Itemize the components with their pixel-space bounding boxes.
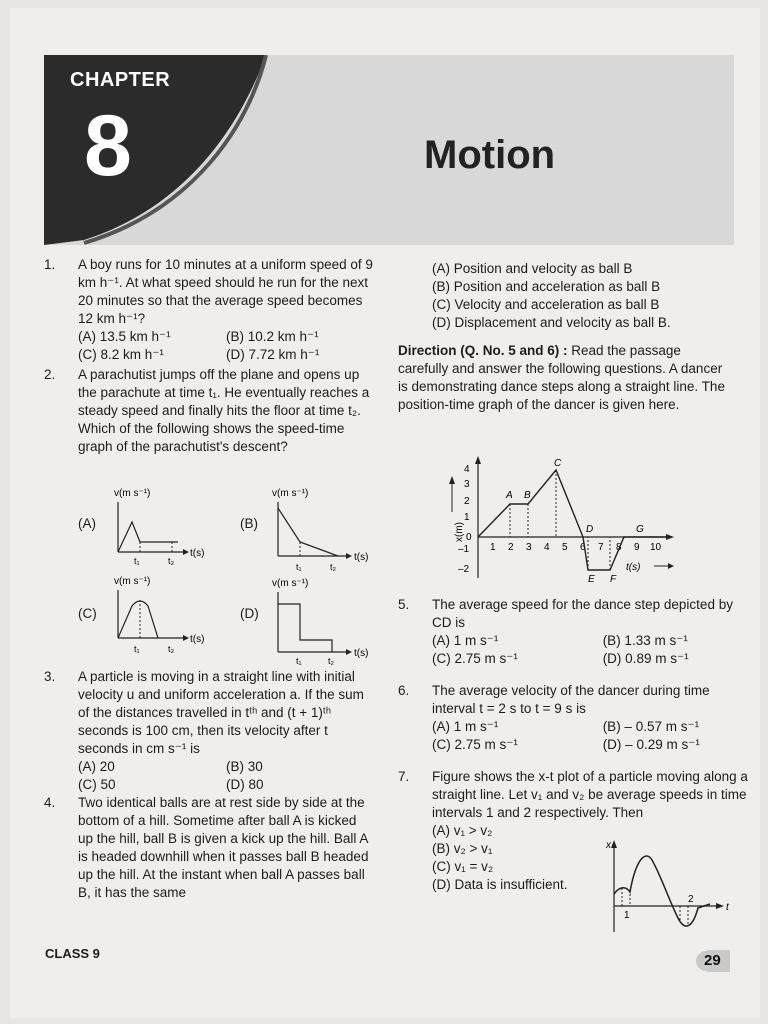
question-6-text: The average velocity of the dancer during time interval t = 2 s to t = 9 s is (432, 683, 710, 716)
svg-text:3: 3 (464, 479, 470, 490)
svg-text:D: D (586, 524, 594, 535)
svg-text:t(s): t(s) (190, 634, 205, 645)
svg-text:9: 9 (634, 542, 640, 553)
question-4: 4. Two identical balls are at rest side by side at the bottom of a hill. Sometime after ball A is kicked up the hill, ball B is given a kick up the hill. Ball A is headed downhill when it passes ball B headed up the hill. At the instant when ball A passes ball B, it has the same (44, 795, 369, 900)
svg-text:v(m s⁻¹): v(m s⁻¹) (114, 576, 151, 587)
svg-text:1: 1 (464, 512, 470, 523)
left-column-lower (44, 668, 374, 902)
svg-text:E: E (588, 574, 595, 585)
question-2: 2. A parachutist jumps off the plane and opens up the parachute at time t₁. He eventually reaches a steady speed and finally hits the floor at time t₂. Which of the following shows the speed-time graph of the parachutist's descent? (44, 367, 370, 454)
svg-text:G: G (636, 524, 644, 535)
svg-text:3: 3 (526, 542, 532, 553)
svg-text:–1: –1 (458, 544, 470, 555)
svg-text:0: 0 (466, 532, 472, 543)
question-4-text: Two identical balls are at rest side by side at the bottom of a hill. Sometime after ball A is kicked up the hill, ball B is given a kick up the hill. Ball A is headed downhill when it passes ball B headed up the hill. At the instant when ball A passes ball B, it has the same (78, 795, 369, 900)
question-5-text: The average speed for the dance step depicted by CD is (432, 597, 733, 630)
svg-text:x(m): x(m) (454, 522, 465, 542)
class-label: CLASS 9 (45, 946, 100, 961)
svg-text:F: F (610, 574, 617, 585)
svg-text:C: C (554, 458, 562, 469)
question-1-options: (A) 13.5 km h⁻¹ (B) 10.2 km h⁻¹ (C) 8.2 km h⁻¹ (D) 7.72 km h⁻¹ (78, 329, 320, 362)
svg-text:–2: –2 (458, 564, 470, 575)
svg-text:8: 8 (616, 542, 622, 553)
svg-text:10: 10 (650, 542, 662, 553)
question-4-options: (A) Position and velocity as ball B (B) Position and acceleration as ball B (C) Velocity and acceleration as ball B (D) Displacement and velocity as ball B. (432, 261, 671, 330)
svg-text:t: t (726, 902, 729, 913)
svg-text:7: 7 (598, 542, 604, 553)
question-7-options: (A) v₁ > v₂ (B) v₂ > v₁ (C) v₁ = v₂ (D) Data is insufficient. (432, 823, 568, 892)
graph-a (108, 484, 218, 568)
question-7-text: Figure shows the x-t plot of a particle moving along a straight line. Let v₁ and v₂ be average speeds in time intervals 1 and 2 respectively. Then (432, 769, 748, 820)
direction-passage: Direction (Q. No. 5 and 6) : Read the passage carefully and answer the following questions. A dancer is demonstrating dance steps along a straight line. The position-time graph of the dancer is given here. (398, 343, 725, 412)
question-1: 1. A boy runs for 10 minutes at a uniform speed of 9 km h⁻¹. At what speed should he run for the next 20 minutes so that the average speed becomes 12 km h⁻¹? (44, 257, 373, 326)
svg-text:x: x (606, 840, 611, 851)
svg-text:4: 4 (464, 464, 470, 475)
question-5-options: (A) 1 m s⁻¹ (B) 1.33 m s⁻¹ (C) 2.75 m s⁻¹ (D) 0.89 m s⁻¹ (432, 633, 689, 666)
dance-position-time-graph (438, 452, 688, 592)
svg-text:t₁: t₁ (134, 556, 140, 566)
svg-text:6: 6 (580, 542, 586, 553)
question-5: 5. The average speed for the dance step depicted by CD is (398, 597, 733, 630)
page-number: 29 (704, 952, 721, 969)
graph-b (268, 484, 388, 574)
svg-text:t(s): t(s) (354, 552, 369, 563)
svg-text:1: 1 (490, 542, 496, 553)
svg-text:t₁: t₁ (296, 656, 302, 666)
svg-text:t(s): t(s) (190, 548, 205, 559)
direction-label: Direction (Q. No. 5 and 6) : (398, 343, 568, 358)
svg-text:t(s): t(s) (354, 648, 369, 659)
graph-c (108, 574, 218, 658)
svg-text:t₂: t₂ (168, 556, 174, 566)
svg-text:t₂: t₂ (328, 656, 334, 666)
question-2-text: A parachutist jumps off the plane and opens up the parachute at time t₁. He eventually reaches a steady speed and finally hits the floor at time t₂. Which of the following shows the speed-time graph of the parachutist's descent? (78, 367, 370, 454)
chapter-number: 8 (84, 98, 132, 194)
question-6: 6. The average velocity of the dancer during time interval t = 2 s to t = 9 s is (398, 683, 710, 716)
question-1-text: A boy runs for 10 minutes at a uniform speed of 9 km h⁻¹. At what speed should he run for the next 20 minutes so that the average speed becomes 12 km h⁻¹? (78, 257, 373, 326)
svg-text:1: 1 (624, 910, 630, 921)
svg-text:B: B (524, 490, 531, 501)
question-3-text: A particle is moving in a straight line with initial velocity u and uniform acceleration a. If the sum of the distances travelled in tᵗʰ and (t + 1)ᵗʰ seconds is 100 cm, then its velocity after t seconds in cm s⁻¹ is (78, 669, 364, 756)
svg-text:t₂: t₂ (330, 562, 336, 572)
svg-text:v(m s⁻¹): v(m s⁻¹) (272, 578, 309, 589)
left-column (44, 256, 374, 456)
svg-text:2: 2 (688, 894, 694, 905)
svg-text:t₁: t₁ (296, 562, 302, 572)
page-number-badge (692, 948, 732, 974)
svg-text:2: 2 (508, 542, 514, 553)
question-3-options: (A) 20 (B) 30 (C) 50 (D) 80 (78, 759, 264, 792)
chapter-label: CHAPTER (70, 69, 171, 91)
question-6-options: (A) 1 m s⁻¹ (B) – 0.57 m s⁻¹ (C) 2.75 m s⁻¹ (D) – 0.29 m s⁻¹ (432, 719, 700, 752)
q7-xt-plot (606, 838, 736, 934)
svg-text:4: 4 (544, 542, 550, 553)
svg-text:2: 2 (464, 496, 470, 507)
svg-text:t₂: t₂ (168, 644, 174, 654)
svg-text:5: 5 (562, 542, 568, 553)
chapter-header (44, 55, 734, 245)
svg-text:v(m s⁻¹): v(m s⁻¹) (272, 488, 309, 499)
svg-text:t(s): t(s) (626, 562, 641, 573)
chapter-title: Motion (424, 133, 556, 177)
question-3: 3. A particle is moving in a straight line with initial velocity u and uniform acceleration a. If the sum of the distances travelled in tᵗʰ and (t + 1)ᵗʰ seconds is 100 cm, then its velocity after t seconds in cm s⁻¹ is (44, 669, 364, 756)
graph-d (268, 576, 388, 668)
svg-text:t₁: t₁ (134, 644, 140, 654)
right-column (398, 260, 734, 414)
question-7: 7. Figure shows the x-t plot of a particle moving along a straight line. Let v₁ and v₂ be average speeds in time intervals 1 and 2 respectively. Then (398, 769, 748, 820)
svg-text:v(m s⁻¹): v(m s⁻¹) (114, 488, 151, 499)
svg-text:A: A (506, 490, 513, 501)
